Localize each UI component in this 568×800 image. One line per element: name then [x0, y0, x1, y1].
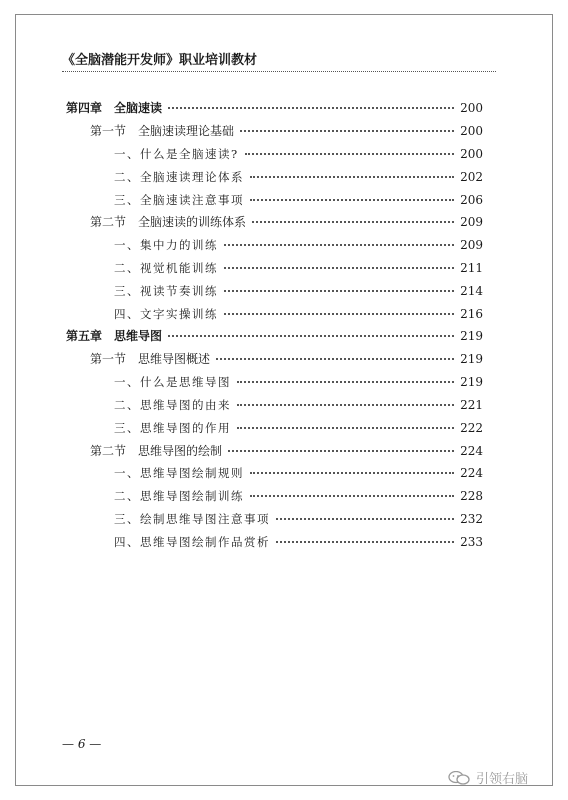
leader-dots [168, 107, 454, 109]
toc-label: 一、什么是全脑速读? [114, 147, 239, 161]
toc-item[interactable] [114, 511, 483, 527]
leader-dots [252, 221, 454, 223]
leader-dots [276, 541, 454, 543]
leader-dots [216, 358, 454, 360]
leader-dots [237, 404, 454, 406]
toc-page-number: 221 [460, 398, 483, 412]
toc-label: 四、思维导图绘制作品赏析 [114, 535, 270, 549]
toc-page-number: 202 [460, 170, 483, 184]
leader-dots [224, 267, 454, 269]
toc-label: 三、全脑速读注意事项 [114, 193, 244, 207]
toc-page-number: 219 [460, 375, 483, 389]
toc-page-number: 224 [460, 466, 483, 480]
toc-page-number: 200 [460, 124, 483, 138]
toc-page-number: 233 [460, 535, 483, 549]
toc-label: 第一节 全脑速读理论基础 [90, 124, 235, 138]
toc-page-number: 228 [460, 489, 483, 503]
toc-label: 第五章 思维导图 [66, 329, 163, 343]
toc-label: 二、思维导图的由来 [114, 398, 231, 412]
toc-label: 第一节 思维导图概述 [90, 352, 211, 366]
toc-chapter[interactable] [66, 328, 483, 344]
leader-dots [245, 153, 454, 155]
toc-label: 二、视觉机能训练 [114, 261, 218, 275]
toc-page-number: 206 [460, 193, 483, 207]
toc-section[interactable] [90, 443, 483, 459]
leader-dots [250, 199, 454, 201]
toc-item[interactable] [114, 169, 483, 185]
leader-dots [250, 472, 454, 474]
toc-chapter[interactable] [66, 100, 483, 116]
leader-dots [224, 313, 454, 315]
wechat-icon [448, 771, 470, 785]
leader-dots [240, 130, 454, 132]
toc-item[interactable] [114, 283, 483, 299]
toc-page-number: 219 [460, 352, 483, 366]
toc-label: 第二节 思维导图的绘制 [90, 444, 223, 458]
toc-label: 一、思维导图绘制规则 [114, 466, 244, 480]
toc-page-number: 224 [460, 444, 483, 458]
toc-item[interactable] [114, 260, 483, 276]
leader-dots [228, 450, 454, 452]
watermark [448, 768, 528, 787]
toc-section[interactable] [90, 351, 483, 367]
toc-label: 第二节 全脑速读的训练体系 [90, 215, 247, 229]
toc-page-number: 219 [460, 329, 483, 343]
toc-label: 四、文字实操训练 [114, 307, 218, 321]
leader-dots [250, 495, 454, 497]
toc-page-number: 209 [460, 238, 483, 252]
toc-label: 二、思维导图绘制训练 [114, 489, 244, 503]
toc-label: 三、绘制思维导图注意事项 [114, 512, 270, 526]
toc-label: 一、集中力的训练 [114, 238, 218, 252]
toc-section[interactable] [90, 123, 483, 139]
toc-item[interactable] [114, 420, 483, 436]
book-header: 《全脑潜能开发师》职业培训教材 [62, 49, 496, 72]
toc-page-number: 200 [460, 147, 483, 161]
leader-dots [250, 176, 454, 178]
toc-label: 第四章 全脑速读 [66, 101, 163, 115]
toc-item[interactable] [114, 397, 483, 413]
leader-dots [224, 290, 454, 292]
leader-dots [276, 518, 454, 520]
toc-page-number: 222 [460, 421, 483, 435]
toc-page-number: 211 [460, 261, 483, 275]
leader-dots [237, 381, 454, 383]
toc-item[interactable] [114, 237, 483, 253]
leader-dots [224, 244, 454, 246]
toc-label: 三、视读节奏训练 [114, 284, 218, 298]
toc-item[interactable] [114, 374, 483, 390]
leader-dots [168, 335, 454, 337]
leader-dots [237, 427, 454, 429]
toc-item[interactable] [114, 534, 483, 550]
toc-label: 二、全脑速读理论体系 [114, 170, 244, 184]
toc-page-number: 216 [460, 307, 483, 321]
toc-item[interactable] [114, 488, 483, 504]
toc-page-number: 200 [460, 101, 483, 115]
watermark-text: 引领右脑 [476, 772, 529, 787]
toc-page-number: 232 [460, 512, 483, 526]
toc-section[interactable] [90, 214, 483, 230]
toc-item[interactable] [114, 465, 483, 481]
toc-item[interactable] [114, 306, 483, 322]
toc-page-number: 214 [460, 284, 483, 298]
toc-page-number: 209 [460, 215, 483, 229]
toc-label: 三、思维导图的作用 [114, 421, 231, 435]
toc-item[interactable] [114, 146, 483, 162]
page-number: — 6 — [62, 737, 102, 751]
toc-label: 一、什么是思维导图 [114, 375, 231, 389]
toc-item[interactable] [114, 192, 483, 208]
